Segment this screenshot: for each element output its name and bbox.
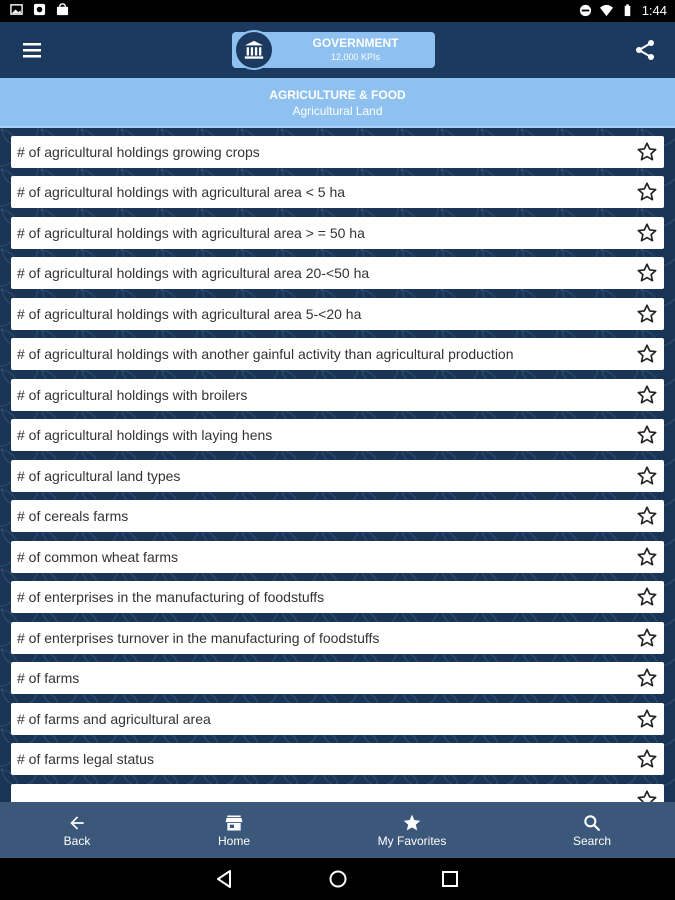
star-outline-icon[interactable] xyxy=(636,627,658,649)
brand-badge[interactable] xyxy=(232,32,435,68)
status-bar xyxy=(0,0,675,22)
star-outline-icon[interactable] xyxy=(636,181,658,203)
category-title: AGRICULTURE & FOOD xyxy=(269,88,406,102)
wifi-icon xyxy=(600,4,613,17)
do-not-disturb-icon xyxy=(579,4,592,17)
star-outline-icon[interactable] xyxy=(636,748,658,770)
brand-logo xyxy=(234,30,274,70)
star-outline-icon[interactable] xyxy=(636,262,658,284)
image-notification-icon xyxy=(10,3,23,16)
list-item[interactable] xyxy=(11,500,664,532)
list-item-label: # of agricultural holdings with agricultural area < 5 ha xyxy=(17,184,346,200)
star-outline-icon[interactable] xyxy=(636,222,658,244)
status-time: 1:44 xyxy=(641,3,667,18)
list-item[interactable] xyxy=(11,338,664,370)
recents-square-icon[interactable] xyxy=(440,869,460,889)
photo-notification-icon xyxy=(33,3,46,16)
star-filled-icon xyxy=(402,813,422,833)
home-circle-icon[interactable] xyxy=(328,869,348,889)
list-item[interactable] xyxy=(11,622,664,654)
brand-title: GOVERNMENT xyxy=(312,36,399,50)
star-outline-icon[interactable] xyxy=(636,667,658,689)
list-item-label: # of enterprises in the manufacturing of foodstuffs xyxy=(17,589,325,605)
list-item[interactable] xyxy=(11,136,664,168)
list-item[interactable] xyxy=(11,703,664,735)
home-button[interactable] xyxy=(174,802,294,858)
search-label: Search xyxy=(572,834,612,848)
list-item[interactable] xyxy=(11,460,664,492)
star-outline-icon[interactable] xyxy=(636,789,658,802)
back-label: Back xyxy=(63,834,91,848)
bottom-navigation xyxy=(0,802,675,858)
list-item-label: # of farms legal status xyxy=(17,751,154,767)
list-item-label: # of agricultural land types xyxy=(17,468,181,484)
star-outline-icon[interactable] xyxy=(636,303,658,325)
list-item-label: # of agricultural holdings with laying hens xyxy=(17,427,273,443)
list-item[interactable] xyxy=(11,298,664,330)
list-item-label: # of agricultural holdings with another gainful activity than agricultural production xyxy=(17,346,514,362)
battery-icon xyxy=(621,4,634,17)
arrow-left-icon xyxy=(67,813,87,833)
category-header xyxy=(0,78,675,128)
back-button[interactable] xyxy=(17,802,137,858)
star-outline-icon[interactable] xyxy=(636,384,658,406)
kpi-list[interactable] xyxy=(0,128,675,802)
search-icon xyxy=(582,813,602,833)
list-item-label: # of common wheat farms xyxy=(17,549,179,565)
list-item[interactable] xyxy=(11,379,664,411)
brand-subtitle: 12,000 KPIs xyxy=(330,52,381,62)
my-favorites-button[interactable] xyxy=(352,802,472,858)
store-icon xyxy=(224,813,244,833)
bag-notification-icon xyxy=(56,3,69,16)
system-navigation-bar xyxy=(0,858,675,900)
government-building-icon xyxy=(243,39,265,61)
app-bar xyxy=(0,22,675,78)
list-item-label: # of agricultural holdings with agricultural area 20-<50 ha xyxy=(17,265,370,281)
star-outline-icon[interactable] xyxy=(636,465,658,487)
list-item-label: # of agricultural holdings with agricultural area 5-<20 ha xyxy=(17,306,362,322)
list-item[interactable] xyxy=(11,662,664,694)
list-item-label: # of agricultural holdings growing crops xyxy=(17,144,260,160)
star-outline-icon[interactable] xyxy=(636,586,658,608)
list-item-label: # of cereals farms xyxy=(17,508,129,524)
list-item[interactable] xyxy=(11,217,664,249)
share-icon[interactable] xyxy=(633,38,657,62)
list-item[interactable] xyxy=(11,419,664,451)
search-button[interactable] xyxy=(532,802,652,858)
list-item-label: # of enterprises turnover in the manufacturing of foodstuffs xyxy=(17,630,380,646)
hamburger-menu-icon[interactable] xyxy=(20,38,44,62)
home-label: Home xyxy=(217,834,250,848)
list-item[interactable] xyxy=(11,541,664,573)
list-item[interactable] xyxy=(11,784,664,802)
category-subtitle: Agricultural Land xyxy=(292,104,383,118)
list-item-label: # of agricultural holdings with agricultural area > = 50 ha xyxy=(17,225,365,241)
star-outline-icon[interactable] xyxy=(636,708,658,730)
list-item-label: # of farms xyxy=(17,670,80,686)
list-item-label: # of agricultural holdings with broilers xyxy=(17,387,248,403)
list-item[interactable] xyxy=(11,743,664,775)
star-outline-icon[interactable] xyxy=(636,424,658,446)
star-outline-icon[interactable] xyxy=(636,141,658,163)
list-item[interactable] xyxy=(11,176,664,208)
list-item-label: # of farms and agricultural area xyxy=(17,711,211,727)
list-item[interactable] xyxy=(11,257,664,289)
my-favorites-label: My Favorites xyxy=(377,834,447,848)
star-outline-icon[interactable] xyxy=(636,343,658,365)
star-outline-icon[interactable] xyxy=(636,546,658,568)
back-triangle-icon[interactable] xyxy=(215,869,235,889)
list-item[interactable] xyxy=(11,581,664,613)
star-outline-icon[interactable] xyxy=(636,505,658,527)
